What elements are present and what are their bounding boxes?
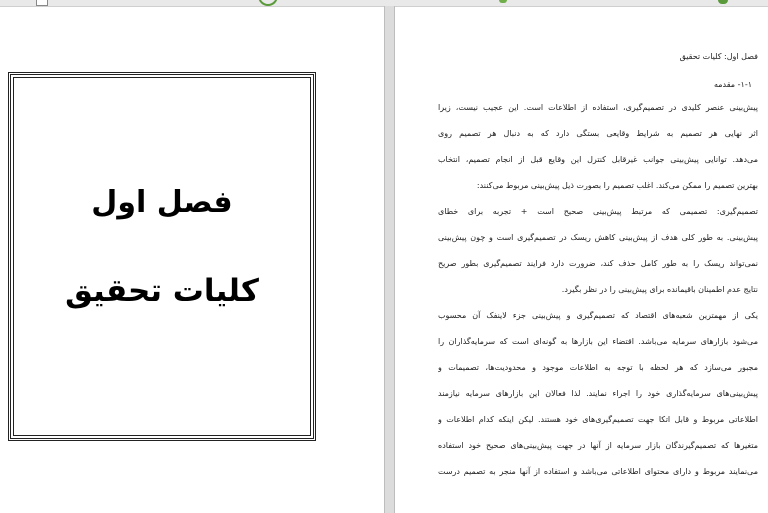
paragraph-line: نتایج عدم اطمینان باقیمانده برای پیش‌بینی را در نظر بگیرد.	[561, 285, 758, 294]
toolbar-logo-icon	[258, 0, 278, 6]
paragraph-line: پیش‌بینی عنصر کلیدی در تصمیم‌گیری، استفاده از اطلاعات است. این عجیب نیست، زیرا	[438, 103, 758, 112]
window-icon[interactable]	[36, 0, 48, 6]
section-heading: ۱-۱- مقدمه	[713, 80, 752, 89]
chapter-title-frame	[8, 72, 316, 441]
paragraph-line: می‌نمایند مربوط و دارای محتوای اطلاعاتی می‌باشد و استفاده از آنها منجر به تصمیم درست	[438, 467, 758, 476]
paragraph-line: اثر نهایی هر تصمیم به شرایط وقایعی بستگی دارد که به دنبال هر تصمیم روی	[438, 129, 758, 138]
document-page-right	[395, 7, 768, 513]
paragraph-line: یکی از مهمترین شعبه‌های اقتصاد که تصمیم‌گیری و پیش‌بینی جزء لاینفک آن محسوب	[438, 311, 758, 320]
toolbar-status-icon	[499, 0, 507, 3]
paragraph-line: بهترین تصمیم را ممکن می‌کند. اغلب تصمیم را بصورت ذیل پیش‌بینی مربوط می‌کنند:	[476, 181, 758, 190]
document-page-left	[0, 7, 384, 513]
paragraph-line: پیش‌بینی‌های سرمایه‌گذاری خود را اجراء نمایند. لذا فعالان این بازارهای سرمایه نیازمند	[438, 389, 758, 398]
paragraph-line: تصمیم‌گیری: تصمیمی که مرتبط پیش‌بینی صحیح است + تجربه برای خطای	[438, 207, 758, 216]
paragraph-line: نمی‌تواند ریسک را به طور کامل حذف کند، ضرورت دارد فرایند تصمیم‌گیری بطور صریح	[438, 259, 758, 268]
page-gutter	[384, 6, 395, 513]
paragraph-line: می‌شود بازارهای سرمایه می‌باشد. اقتضاء این بازارها به گونه‌ای است که سرمایه‌گذاران را	[438, 337, 758, 346]
paragraph-line: می‌دهد. توانایی پیش‌بینی جوانب غیرقابل کنترل این وقایع قبل از انجام تصمیم، انتخاب	[438, 155, 758, 164]
toolbar-app-icon[interactable]	[718, 0, 728, 4]
chapter-title: کلیات تحقیق	[65, 273, 259, 309]
page-edge-left	[384, 6, 385, 513]
paragraph-line: پیش‌بینی. به طور کلی هدف از پیش‌بینی کاهش ریسک در تصمیم‌گیری است و چون پیش‌بینی	[438, 233, 758, 242]
chapter-number: فصل اول	[91, 185, 233, 220]
chapter-frame-inner-border	[13, 77, 311, 436]
page-heading: فصل اول: کلیات تحقیق	[679, 52, 758, 61]
paragraph-line: اطلاعاتی مربوط و قابل اتکا جهت تصمیم‌گیری‌های خود هستند. لیکن اینکه کدام اطلاعات و	[438, 415, 758, 424]
paragraph-line: مجبور می‌سازد که هر لحظه با توجه به اطلاعات موجود و محدودیت‌ها، تصمیمات و	[438, 363, 758, 372]
paragraph-line: متغیرها که تصمیم‌گیرندگان بازار سرمایه از آنها در جهت پیش‌بینی‌های صحیح خود استفاده	[438, 441, 758, 450]
